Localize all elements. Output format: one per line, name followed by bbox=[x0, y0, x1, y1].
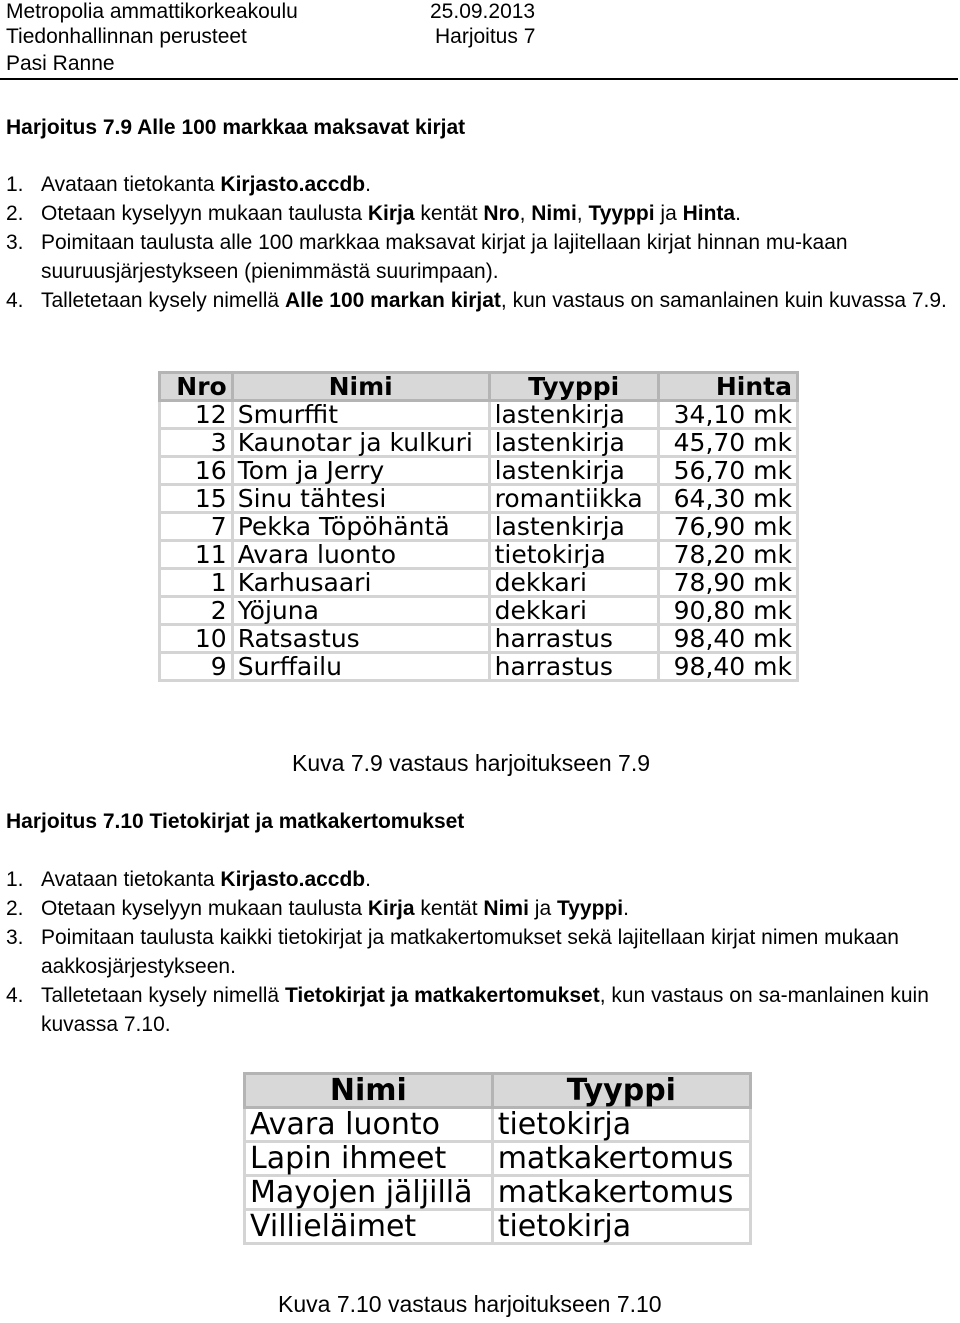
table-cell: tietokirja bbox=[492, 1210, 750, 1244]
column-header-hinta: Hinta bbox=[658, 373, 797, 401]
table-row bbox=[160, 569, 798, 597]
list-item bbox=[6, 199, 951, 228]
table-cell: 16 bbox=[160, 457, 233, 485]
table-cell: 45,70 mk bbox=[658, 429, 797, 457]
table-cell: 9 bbox=[160, 653, 233, 681]
column-header-tyyppi: Tyyppi bbox=[492, 1074, 750, 1108]
table-row bbox=[160, 653, 798, 681]
table-header-row bbox=[245, 1074, 751, 1108]
step-text: , kun vastaus on samanlainen kuin kuvassa 7.9. bbox=[500, 289, 947, 312]
table-cell: 56,70 mk bbox=[658, 457, 797, 485]
column-header-nro: Nro bbox=[160, 373, 233, 401]
column-header-tyyppi: Tyyppi bbox=[489, 373, 658, 401]
table-cell: Lapin ihmeet bbox=[245, 1142, 493, 1176]
step-text-bold: Kirjasto.accdb bbox=[220, 868, 366, 891]
school-name: Metropolia ammattikorkeakoulu bbox=[6, 0, 298, 23]
step-number: 4. bbox=[6, 289, 24, 312]
table-row bbox=[160, 485, 798, 513]
step-number: 2. bbox=[6, 897, 24, 920]
header-row-3 bbox=[6, 52, 606, 79]
list-item bbox=[6, 981, 951, 1039]
table-cell: Villieläimet bbox=[245, 1210, 493, 1244]
table-row bbox=[245, 1210, 751, 1244]
step-text: Talletetaan kysely nimellä bbox=[41, 984, 285, 1007]
table-cell: lastenkirja bbox=[489, 401, 658, 429]
table-cell: 98,40 mk bbox=[658, 653, 797, 681]
list-item bbox=[6, 923, 951, 981]
list-item bbox=[6, 170, 951, 199]
step-number: 1. bbox=[6, 173, 24, 196]
step-text: , kun vastaus on sa-manlainen kuin kuvassa 7.10. bbox=[41, 984, 929, 1036]
section-title-7-10: Harjoitus 7.10 Tietokirjat ja matkakertomukset bbox=[6, 810, 465, 833]
section-title-7-9: Harjoitus 7.9 Alle 100 markkaa maksavat kirjat bbox=[6, 116, 466, 139]
table-cell: 11 bbox=[160, 541, 233, 569]
table-cell: 90,80 mk bbox=[658, 597, 797, 625]
table-row bbox=[245, 1108, 751, 1142]
table-cell: 1 bbox=[160, 569, 233, 597]
table-cell: Surffailu bbox=[232, 653, 489, 681]
author-name: Pasi Ranne bbox=[6, 52, 115, 75]
step-text-bold: Tyyppi bbox=[556, 897, 624, 920]
step-number: 3. bbox=[6, 926, 24, 949]
table-cell: harrastus bbox=[489, 653, 658, 681]
table-cell: 12 bbox=[160, 401, 233, 429]
step-text: Otetaan kyselyyn mukaan taulusta bbox=[41, 202, 368, 225]
table-cell: 78,90 mk bbox=[658, 569, 797, 597]
table-header-row bbox=[160, 373, 798, 401]
step-text-bold: Nimi bbox=[483, 897, 529, 920]
step-number: 4. bbox=[6, 984, 24, 1007]
figure-caption-7-10: Kuva 7.10 vastaus harjoitukseen 7.10 bbox=[278, 1291, 662, 1317]
table-row bbox=[160, 401, 798, 429]
table-cell: 7 bbox=[160, 513, 233, 541]
document-date: 25.09.2013 bbox=[430, 0, 536, 23]
table-cell: lastenkirja bbox=[489, 457, 658, 485]
table-cell: tietokirja bbox=[489, 541, 658, 569]
table-cell: Karhusaari bbox=[232, 569, 489, 597]
table-cell: tietokirja bbox=[492, 1108, 750, 1142]
table-row bbox=[160, 541, 798, 569]
step-text-bold: Kirja bbox=[367, 202, 415, 225]
step-text: ja bbox=[528, 897, 557, 920]
table-row bbox=[160, 429, 798, 457]
table-cell: Yöjuna bbox=[232, 597, 489, 625]
step-text-bold: Tyyppi bbox=[588, 202, 655, 225]
table-cell: Mayojen jäljillä bbox=[245, 1176, 493, 1210]
table-cell: dekkari bbox=[489, 597, 658, 625]
table-cell: 64,30 mk bbox=[658, 485, 797, 513]
table-cell: 15 bbox=[160, 485, 233, 513]
list-item bbox=[6, 228, 951, 286]
step-text: Talletetaan kysely nimellä bbox=[41, 289, 285, 312]
table-row bbox=[160, 597, 798, 625]
step-text-bold: Tietokirjat ja matkakertomukset bbox=[284, 984, 600, 1007]
step-number: 1. bbox=[6, 868, 24, 891]
step-text: kentät bbox=[414, 897, 484, 920]
step-text: Poimitaan taulusta kaikki tietokirjat ja matkakertomukset sekä lajitellaan kirjat nimen mukaan aakkosjärjestykseen. bbox=[41, 926, 899, 978]
table-cell: 3 bbox=[160, 429, 233, 457]
step-text: kentät bbox=[414, 202, 484, 225]
table-cell: Avara luonto bbox=[245, 1108, 493, 1142]
course-name: Tiedonhallinnan perusteet bbox=[6, 25, 247, 48]
table-row bbox=[160, 625, 798, 653]
step-text-bold: Hinta bbox=[682, 202, 736, 225]
result-table-7-9 bbox=[158, 371, 799, 682]
table-cell: 10 bbox=[160, 625, 233, 653]
table-row bbox=[160, 457, 798, 485]
step-text: , bbox=[576, 202, 589, 225]
step-text: . bbox=[735, 202, 741, 225]
header-row-2 bbox=[6, 25, 606, 52]
table-cell: harrastus bbox=[489, 625, 658, 653]
instruction-list-7-9 bbox=[6, 170, 951, 315]
step-text: Poimitaan taulusta alle 100 markkaa maksavat kirjat ja lajitellaan kirjat hinnan mu-kaan suuruusjärjestykseen (pienimmästä suurimpaan). bbox=[41, 231, 848, 283]
step-text-bold: Alle 100 markan kirjat bbox=[284, 289, 501, 312]
table-cell: matkakertomus bbox=[492, 1142, 750, 1176]
step-number: 3. bbox=[6, 231, 24, 254]
table-cell: Sinu tähtesi bbox=[232, 485, 489, 513]
step-text: ja bbox=[654, 202, 683, 225]
step-text: . bbox=[365, 173, 371, 196]
instruction-list-7-10 bbox=[6, 865, 951, 1039]
step-text: . bbox=[623, 897, 629, 920]
table-row bbox=[160, 513, 798, 541]
step-text-bold: Nimi bbox=[531, 202, 577, 225]
step-text: Otetaan kyselyyn mukaan taulusta bbox=[41, 897, 368, 920]
table-cell: 98,40 mk bbox=[658, 625, 797, 653]
table-row bbox=[245, 1142, 751, 1176]
step-text: , bbox=[519, 202, 532, 225]
step-text-bold: Nro bbox=[483, 202, 520, 225]
step-text: . bbox=[365, 868, 371, 891]
list-item bbox=[6, 865, 951, 894]
result-table-7-10 bbox=[243, 1072, 752, 1245]
table-cell: dekkari bbox=[489, 569, 658, 597]
header-divider bbox=[0, 78, 958, 80]
header-row-1 bbox=[6, 0, 606, 27]
step-text: Avataan tietokanta bbox=[41, 173, 221, 196]
table-cell: lastenkirja bbox=[489, 513, 658, 541]
table-cell: Smurffit bbox=[232, 401, 489, 429]
column-header-nimi: Nimi bbox=[232, 373, 489, 401]
figure-caption-7-9: Kuva 7.9 vastaus harjoitukseen 7.9 bbox=[292, 750, 651, 776]
table-cell: 78,20 mk bbox=[658, 541, 797, 569]
step-text-bold: Kirjasto.accdb bbox=[220, 173, 366, 196]
table-cell: Pekka Töpöhäntä bbox=[232, 513, 489, 541]
table-cell: 76,90 mk bbox=[658, 513, 797, 541]
list-item bbox=[6, 286, 951, 315]
step-text: Avataan tietokanta bbox=[41, 868, 221, 891]
step-text-bold: Kirja bbox=[367, 897, 415, 920]
table-cell: 34,10 mk bbox=[658, 401, 797, 429]
table-cell: Kaunotar ja kulkuri bbox=[232, 429, 489, 457]
exercise-label: Harjoitus 7 bbox=[435, 25, 536, 48]
table-cell: Avara luonto bbox=[232, 541, 489, 569]
table-cell: romantiikka bbox=[489, 485, 658, 513]
table-cell: 2 bbox=[160, 597, 233, 625]
table-cell: matkakertomus bbox=[492, 1176, 750, 1210]
table-cell: Tom ja Jerry bbox=[232, 457, 489, 485]
step-number: 2. bbox=[6, 202, 24, 225]
table-row bbox=[245, 1176, 751, 1210]
list-item bbox=[6, 894, 951, 923]
table-cell: Ratsastus bbox=[232, 625, 489, 653]
column-header-nimi: Nimi bbox=[245, 1074, 493, 1108]
table-cell: lastenkirja bbox=[489, 429, 658, 457]
